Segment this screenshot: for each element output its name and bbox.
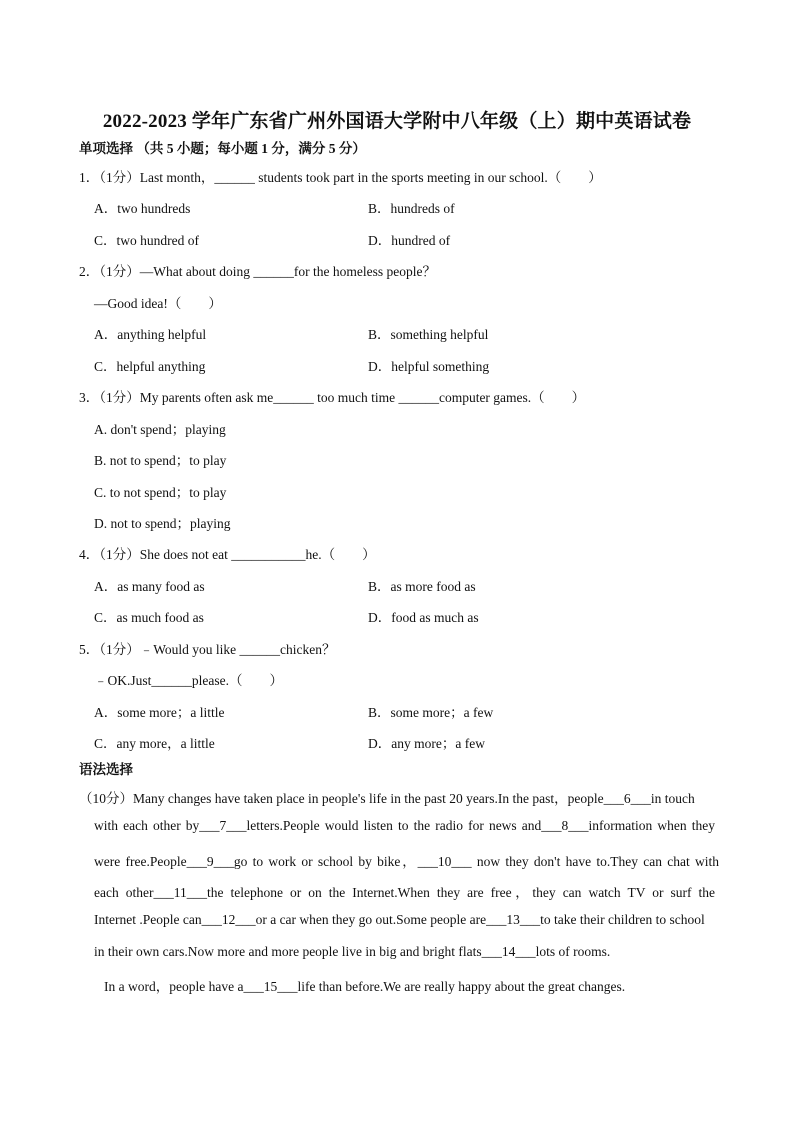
question-4-option-d[interactable]: D．food as much as — [368, 610, 479, 625]
passage-line-3: were free.People___9___go to work or school by bike，___10___ now they don't have to.They can chat with — [94, 854, 719, 869]
section-note: （共 5 小题；每小题 1 分，满分 5 分） — [136, 141, 366, 156]
question-3-stem: 3．（1分）My parents often ask me______ too much time ______computer games.（ ） — [79, 390, 586, 405]
question-1-stem: 1．（1分）Last month，______ students took part in the sports meeting in our school.（ ） — [79, 170, 602, 185]
question-2-option-c[interactable]: C．helpful anything — [94, 359, 206, 374]
question-4-stem: 4．（1分）She does not eat ___________he.（ ） — [79, 547, 376, 562]
question-5-stem-reply: ﹣OK.Just______please.（ ） — [94, 673, 283, 688]
question-4-option-c[interactable]: C．as much food as — [94, 610, 204, 625]
question-1-option-b[interactable]: B．hundreds of — [368, 201, 455, 216]
question-5-stem: 5．（1分）﹣Would you like ______chicken？ — [79, 642, 336, 657]
question-5-option-c[interactable]: C．any more，a little — [94, 736, 215, 751]
question-2-stem-reply: —Good idea!（ ） — [94, 296, 222, 311]
section-heading-grammar — [79, 758, 133, 778]
question-3-option-c[interactable]: C. to not spend；to play — [94, 485, 227, 500]
question-2-option-b[interactable]: B．something helpful — [368, 327, 489, 342]
question-4-option-b[interactable]: B．as more food as — [368, 579, 476, 594]
question-2-option-d[interactable]: D．helpful something — [368, 359, 490, 374]
section-title: 单项选择 — [79, 141, 133, 156]
question-2-stem: 2．（1分）—What about doing ______for the homeless people？ — [79, 264, 436, 279]
passage-line-1: （10分）Many changes have taken place in people's life in the past 20 years.In the past，people___6___in touch — [79, 791, 695, 806]
question-3-option-a[interactable]: A. don't spend；playing — [94, 422, 226, 437]
section-title: 语法选择 — [79, 762, 133, 777]
question-5-option-a[interactable]: A．some more；a little — [94, 705, 225, 720]
question-3-option-d[interactable]: D. not to spend；playing — [94, 516, 231, 531]
question-1-option-c[interactable]: C．two hundred of — [94, 233, 199, 248]
question-5-option-d[interactable]: D．any more；a few — [368, 736, 485, 751]
passage-line-5: Internet .People can___12___or a car when they go out.Some people are___13___to take their children to school — [94, 912, 705, 927]
question-4-option-a[interactable]: A．as many food as — [94, 579, 205, 594]
question-2-option-a[interactable]: A．anything helpful — [94, 327, 207, 342]
question-1-option-d[interactable]: D．hundred of — [368, 233, 451, 248]
passage-line-2: with each other by___7___letters.People would listen to the radio for news and___8___information when they — [94, 818, 715, 833]
passage-line-7: In a word，people have a___15___life than before.We are really happy about the great changes. — [104, 979, 626, 994]
question-1-option-a[interactable]: A．two hundreds — [94, 201, 191, 216]
question-3-option-b[interactable]: B. not to spend；to play — [94, 453, 227, 468]
passage-line-6: in their own cars.Now more and more people live in big and bright flats___14___lots of rooms. — [94, 944, 611, 959]
question-5-option-b[interactable]: B．some more；a few — [368, 705, 494, 720]
page-title: 2022-2023 学年广东省广州外国语大学附中八年级（上）期中英语试卷 — [102, 111, 692, 132]
passage-line-4: each other___11___the telephone or on the Internet.When they are free，they can watch TV or surf the — [94, 885, 715, 900]
section-heading-single-choice — [79, 137, 366, 157]
